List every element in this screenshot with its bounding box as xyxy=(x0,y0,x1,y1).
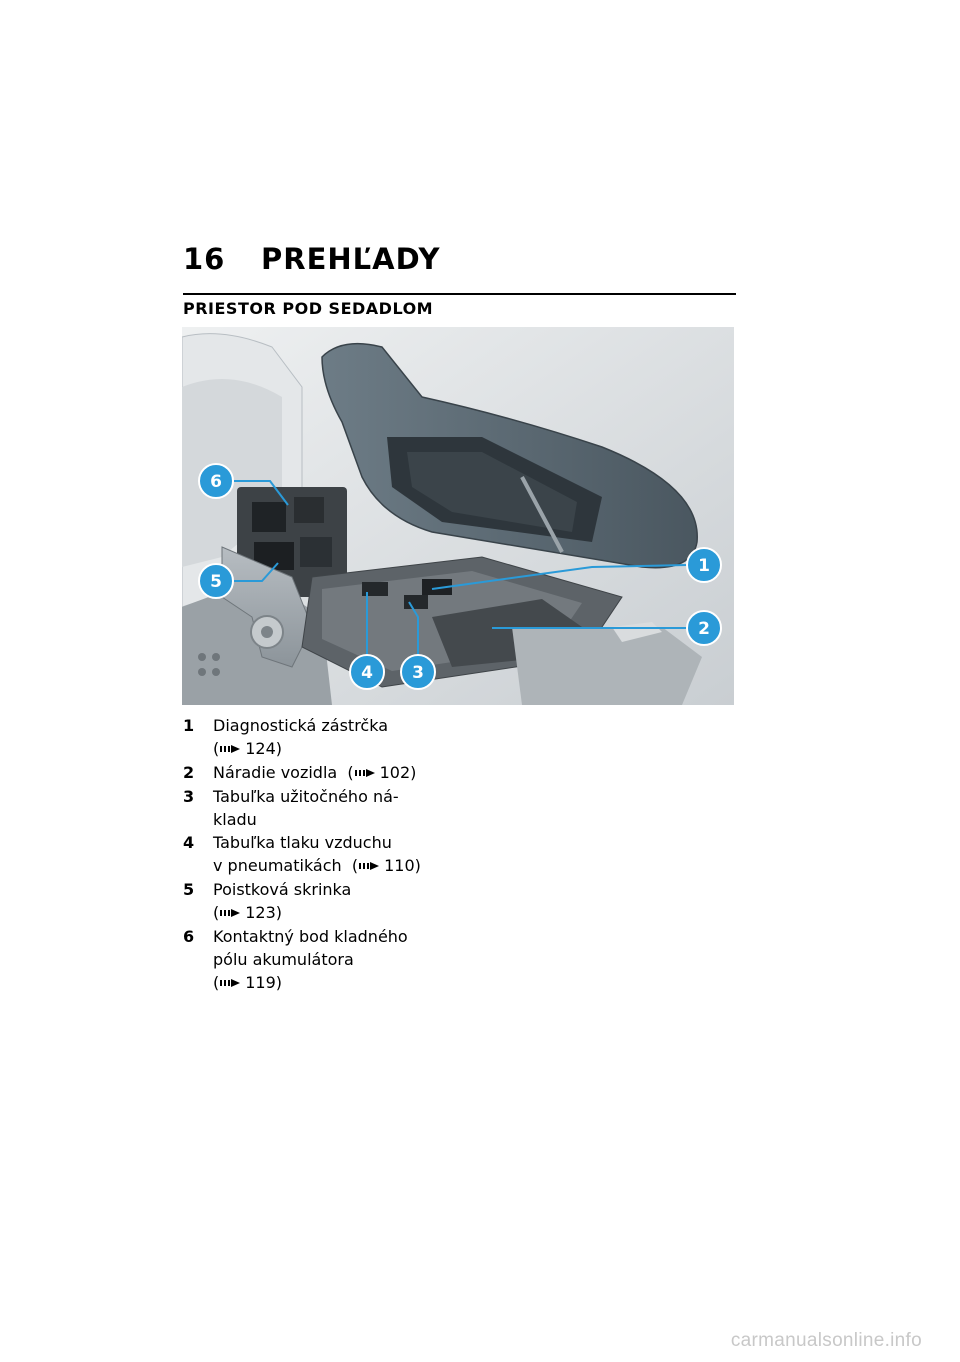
seat-compartment-illustration xyxy=(182,327,734,705)
svg-text:3: 3 xyxy=(412,663,424,683)
callout-6 xyxy=(199,464,233,498)
list-item xyxy=(183,785,473,831)
svg-text:2: 2 xyxy=(698,619,710,639)
page-reference[interactable]: ( 124) xyxy=(213,737,473,761)
chapter-heading xyxy=(183,240,743,278)
callout-3 xyxy=(401,655,435,689)
callout-1 xyxy=(687,548,721,582)
svg-text:6: 6 xyxy=(210,472,222,492)
item-text: v pneumatikách xyxy=(213,856,342,875)
item-text: pólu akumulátora xyxy=(213,950,354,969)
page-reference[interactable]: ( 119) xyxy=(213,971,473,995)
item-number: 1 xyxy=(183,716,195,735)
page-reference[interactable]: ( 110) xyxy=(352,856,421,875)
item-text: Diagnostická zástrčka xyxy=(213,716,389,735)
page-reference[interactable]: ( 102) xyxy=(347,763,416,782)
list-item xyxy=(183,831,473,878)
item-text: kladu xyxy=(213,810,257,829)
chapter-title: PREHĽADY xyxy=(261,242,441,276)
legend-list xyxy=(183,714,473,995)
list-item xyxy=(183,925,473,995)
item-number: 5 xyxy=(183,880,195,899)
arrow-reference-icon xyxy=(220,902,242,925)
item-text: Tabuľka užitočného ná- xyxy=(213,787,399,806)
item-text: Kontaktný bod kladného xyxy=(213,927,408,946)
arrow-reference-icon xyxy=(359,855,381,878)
list-item xyxy=(183,714,473,761)
callout-5 xyxy=(199,564,233,598)
svg-text:4: 4 xyxy=(361,663,373,683)
item-number: 2 xyxy=(183,763,195,782)
arrow-reference-icon xyxy=(220,738,242,761)
svg-text:5: 5 xyxy=(210,572,222,592)
arrow-reference-icon xyxy=(355,762,377,785)
chapter-number: 16 xyxy=(183,242,226,276)
watermark: carmanualsonline.info xyxy=(730,1330,922,1351)
page-reference[interactable]: ( 123) xyxy=(213,901,473,925)
item-text: Náradie vozidla xyxy=(213,763,338,782)
item-text: Poistková skrinka xyxy=(213,880,352,899)
item-text: Tabuľka tlaku vzduchu xyxy=(213,833,392,852)
svg-text:1: 1 xyxy=(698,556,710,576)
item-number: 3 xyxy=(183,787,195,806)
section-title: PRIESTOR POD SEDADLOM xyxy=(183,299,434,318)
callout-4 xyxy=(350,655,384,689)
item-number: 4 xyxy=(183,833,195,852)
heading-rule xyxy=(183,293,736,295)
list-item xyxy=(183,761,473,785)
item-number: 6 xyxy=(183,927,195,946)
arrow-reference-icon xyxy=(220,972,242,995)
callout-2 xyxy=(687,611,721,645)
list-item xyxy=(183,878,473,925)
